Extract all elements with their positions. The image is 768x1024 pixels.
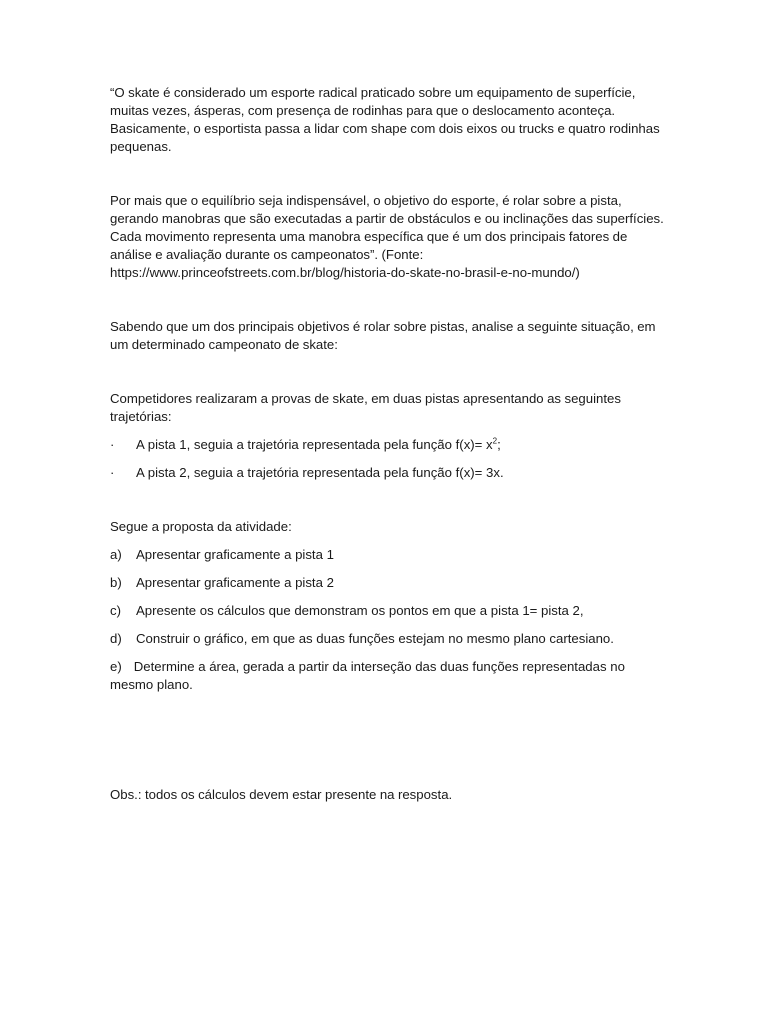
item-text: Apresentar graficamente a pista 1	[136, 547, 334, 562]
item-label: e)	[110, 659, 122, 674]
proposal-heading: Segue a proposta da atividade:	[110, 519, 292, 534]
bullet-dot: ·	[110, 465, 115, 480]
proposal-item-d	[110, 630, 670, 648]
item-text: Apresente os cálculos que demonstram os pontos em que a pista 1= pista 2,	[136, 603, 584, 618]
item-label: c)	[110, 603, 121, 618]
situation-paragraph: Sabendo que um dos principais objetivos é rolar sobre pistas, analise a seguinte situação, em um determinado campeonato de skate:	[110, 319, 656, 352]
item-label: a)	[110, 547, 122, 562]
bullet-item-pista-1	[110, 436, 670, 454]
item-label: d)	[110, 631, 122, 646]
document-body	[110, 84, 670, 804]
competitors-paragraph: Competidores realizaram a provas de skate, em duas pistas apresentando as seguintes trajetórias:	[110, 391, 621, 424]
bullet-text-end: ;	[497, 437, 501, 452]
proposal-item-b	[110, 574, 670, 592]
exponent: 2	[492, 436, 498, 446]
obs-note: Obs.: todos os cálculos devem estar presente na resposta.	[110, 787, 453, 802]
item-text: Determine a área, gerada a partir da interseção das duas funções representadas no mesmo plano.	[110, 659, 625, 692]
proposal-item-c	[110, 602, 670, 620]
bullet-dot: ·	[110, 437, 115, 452]
balance-paragraph: Por mais que o equilíbrio seja indispensável, o objetivo do esporte, é rolar sobre a pista, gerando manobras que são executadas a partir de obstáculos e ou inclinações das superfícies. Cada movimento representa uma manobra específica que é um dos principais fatores de análise e avaliação durante os campeonatos”. (Fonte: https://www.princeofstreets.com.br/blog/historia-do-skate-no-brasil-e-no-mundo/)	[110, 193, 664, 280]
bullet-text: A pista 2, seguia a trajetória representada pela função f(x)= 3x.	[136, 465, 504, 480]
bullet-text: A pista 1, seguia a trajetória representada pela função f(x)= x	[136, 437, 493, 452]
proposal-item-a	[110, 546, 670, 564]
item-text: Construir o gráfico, em que as duas funções estejam no mesmo plano cartesiano.	[136, 631, 614, 646]
proposal-item-e	[110, 658, 670, 694]
item-text: Apresentar graficamente a pista 2	[136, 575, 334, 590]
intro-quote-paragraph: “O skate é considerado um esporte radical praticado sobre um equipamento de superfície, muitas vezes, ásperas, com presença de rodinhas para que o deslocamento aconteça. Basicamente, o esportista passa a lidar com shape com dois eixos ou trucks e quatro rodinhas pequenas.	[110, 85, 660, 154]
item-label: b)	[110, 575, 122, 590]
bullet-item-pista-2	[110, 464, 670, 482]
